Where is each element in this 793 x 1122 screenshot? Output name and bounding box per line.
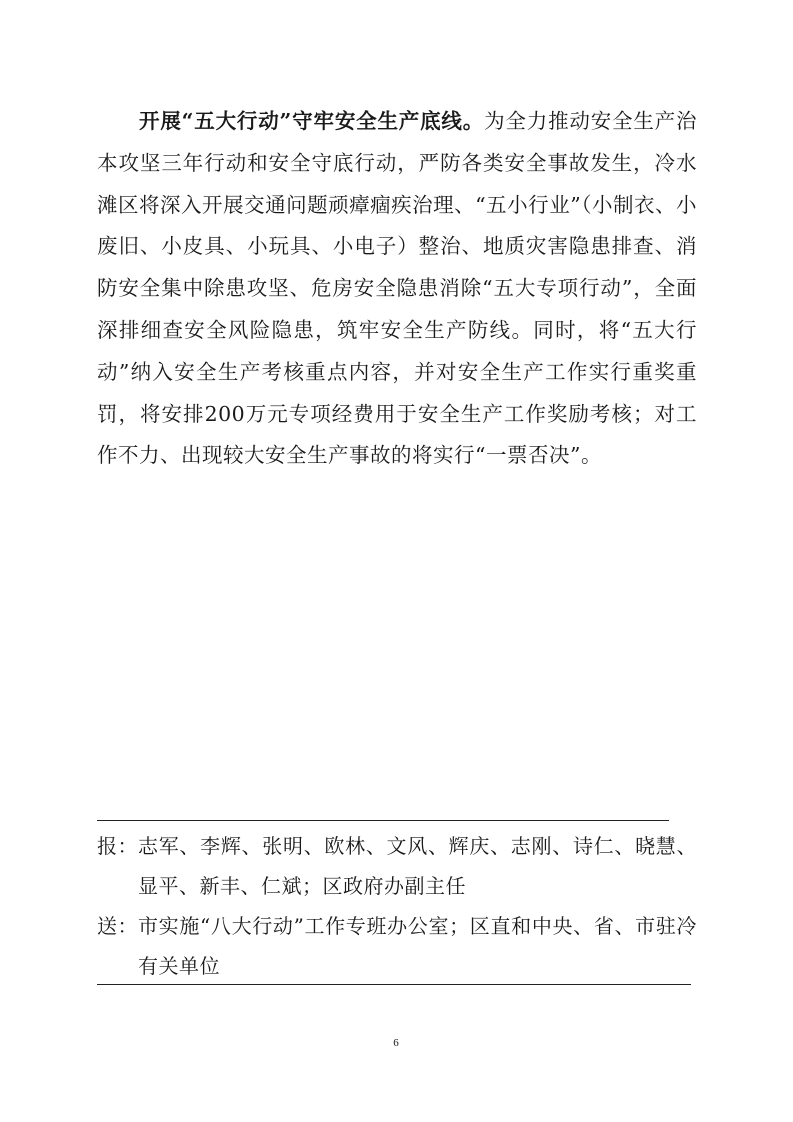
report-label: 报： [97, 834, 138, 858]
distribution-bottom-rule [97, 984, 691, 985]
report-to-line [97, 826, 697, 906]
paragraph-body-text: 为全力推动安全生产治本攻坚三年行动和安全守底行动，严防各类安全事故发生，冷水滩区将深入开展交通问题顽瘴痼疾治理、“五小行业”（小制衣、小废旧、小皮具、小玩具、小电子）整治、地质灾害隐患排查、消防安全集中除患攻坚、危房安全隐患消除“五大专项行动”，全面深排细查安全风险隐患，筑牢安全生产防线。同时，将“五大行动”纳入安全生产考核重点内容，并对安全生产工作实行重奖重罚，将安排200万元专项经费用于安全生产工作奖励考核；对工作不力、出现较大安全生产事故的将实行“一票否决”。 [97, 109, 698, 468]
send-to-line [97, 906, 697, 986]
report-recipients: 志军、李辉、张明、欧林、文风、辉庆、志刚、诗仁、晓慧、显平、新丰、仁斌；区政府办副主任 [138, 834, 697, 898]
send-label: 送： [97, 914, 138, 938]
paragraph-lead-heading: 开展“五大行动”守牢安全生产底线。 [139, 109, 485, 133]
page-number: 6 [393, 1037, 399, 1049]
distribution-top-rule [97, 820, 669, 821]
send-recipients: 市实施“八大行动”工作专班办公室；区直和中央、省、市驻冷有关单位 [138, 914, 697, 978]
body-paragraph [97, 101, 697, 477]
